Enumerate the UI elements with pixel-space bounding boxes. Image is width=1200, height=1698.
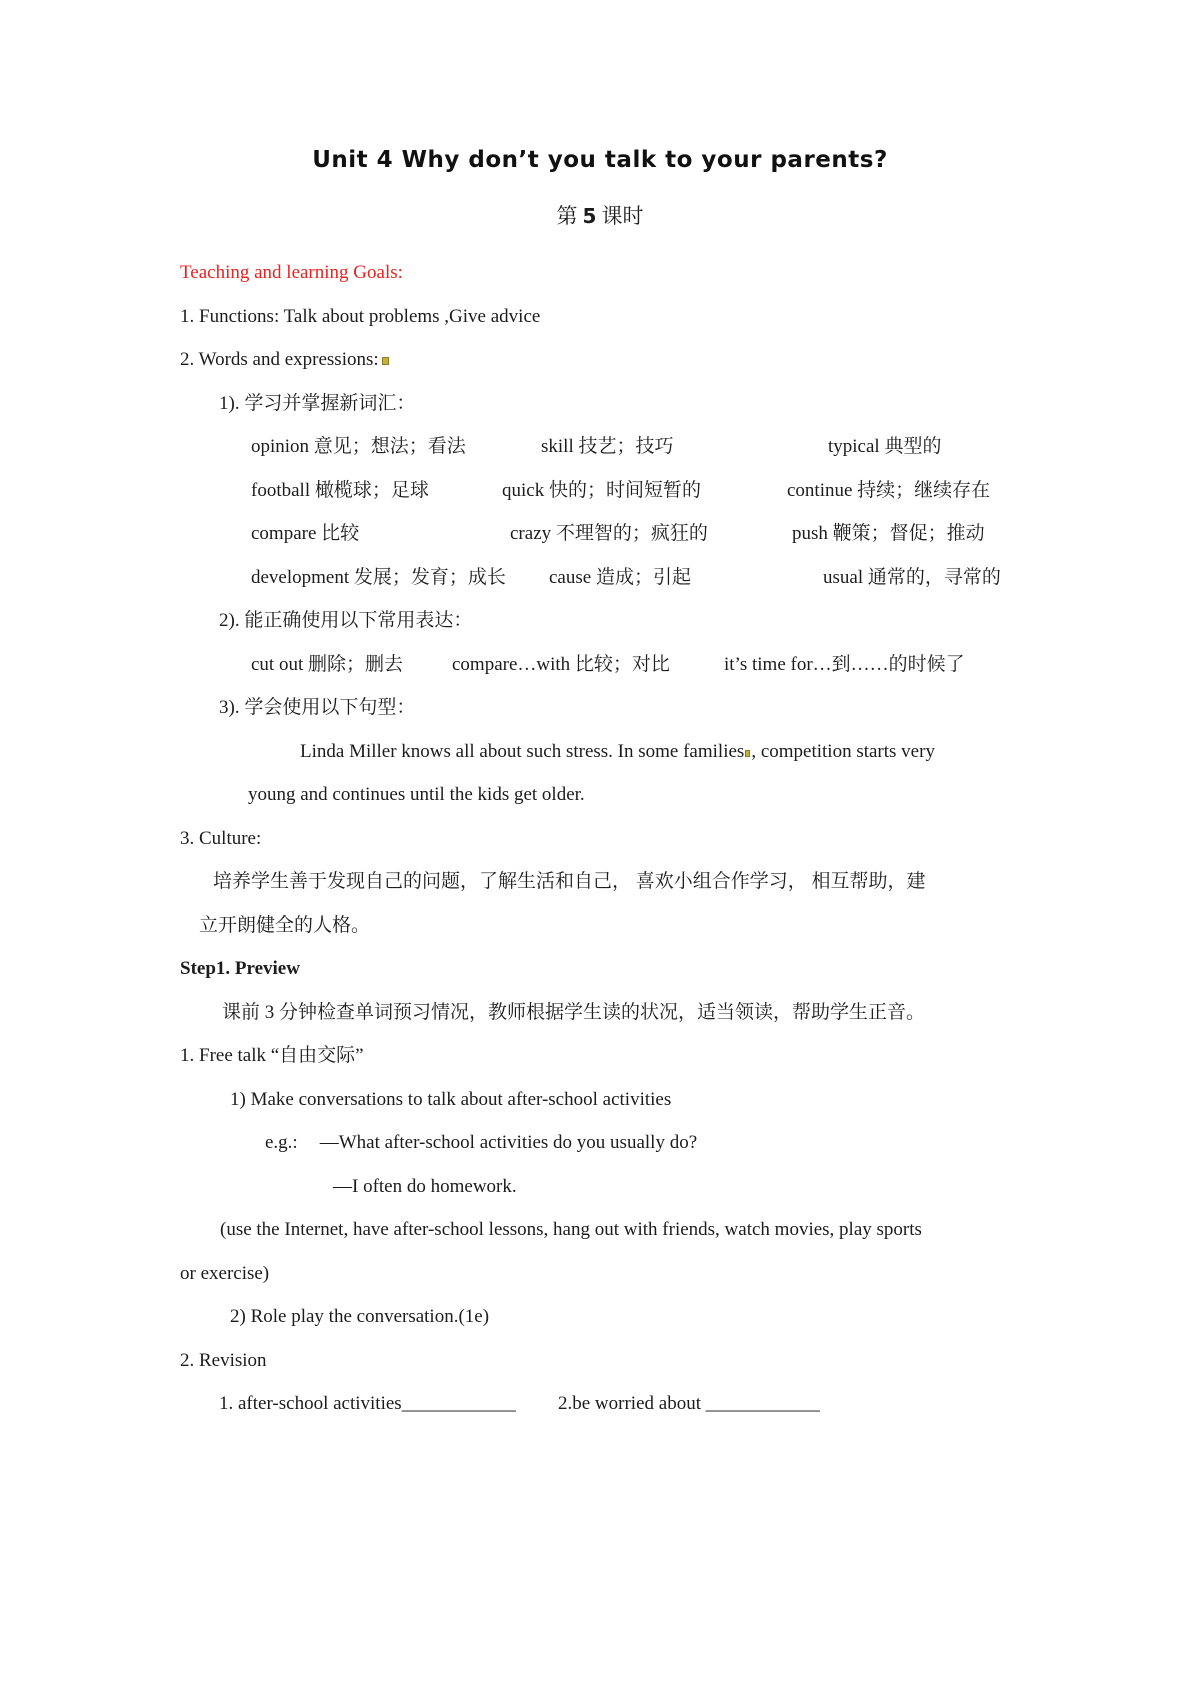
vocab-cell: opinion 意见；想法；看法 [251,436,466,457]
revision-heading: 2. Revision [180,1350,267,1371]
lesson-period [0,201,1200,231]
vocab-cell: quick 快的；时间短暂的 [502,480,701,501]
eg-label: e.g.: [265,1132,298,1153]
expression-cell: it’s time for…到……的时候了 [724,654,965,675]
vocab-cell: typical 典型的 [828,436,942,457]
vocab-cell: compare 比较 [251,523,360,544]
functions-line: 1. Functions: Talk about problems ,Give advice [180,306,541,327]
expression-cell: compare…with 比较；对比 [452,654,670,675]
use-hint-line1: (use the Internet, have after-school lessons, hang out with friends, watch movies, play sports [220,1219,922,1240]
expressions-heading: 2). 能正确使用以下常用表达： [219,610,473,631]
vocab-row [0,476,1200,506]
revision-item-blank: 1. after-school activities____________ [219,1393,516,1414]
pattern-sentence-a: Linda Miller knows all about such stress. In some families [300,741,745,762]
example-question-line [265,1128,697,1158]
words-expressions-line [180,345,389,375]
role-play-line: 2) Role play the conversation.(1e) [230,1306,490,1327]
vocab-cell: continue 持续；继续存在 [787,480,991,501]
period-suffix: 课时 [601,204,644,228]
vocab-row [0,519,1200,549]
culture-heading: 3. Culture: [180,828,262,849]
step1-heading: Step1. Preview [180,958,300,979]
pattern-sentence-line1 [300,737,935,767]
vocab-cell: usual 通常的，寻常的 [823,567,1001,588]
revision-mark-icon [745,750,750,757]
document-title: Unit 4 Why don’t you talk to your parents? [312,147,888,173]
preview-note: 课前 3 分钟检查单词预习情况，教师根据学生读的状况，适当领读，帮助学生正音。 [222,1002,926,1023]
goals-heading: Teaching and learning Goals: [180,262,403,283]
period-number: 5 [582,204,597,228]
expressions-row [0,650,1200,680]
vocab-heading: 1). 学习并掌握新词汇： [219,393,416,414]
make-conversations-line: 1) Make conversations to talk about after-school activities [230,1089,672,1110]
example-answer-line: —I often do homework. [333,1176,517,1197]
words-expressions-text: 2. Words and expressions: [180,349,379,370]
vocab-cell: crazy 不理智的；疯狂的 [510,523,708,544]
pattern-sentence-line2: young and continues until the kids get older. [248,784,585,805]
vocab-cell: cause 造成；引起 [549,567,691,588]
culture-line1: 培养学生善于发现自己的问题，了解生活和自己， 喜欢小组合作学习， 相互帮助，建 [213,871,926,892]
vocab-cell: push 鞭策；督促；推动 [792,523,985,544]
culture-line2: 立开朗健全的人格。 [199,915,371,936]
vocab-cell: development 发展；发育；成长 [251,567,506,588]
eg-question: —What after-school activities do you usually do? [319,1132,698,1153]
revision-item-blank: 2.be worried about ____________ [558,1393,820,1414]
use-hint-line2: or exercise) [180,1263,270,1284]
vocab-cell: skill 技艺；技巧 [541,436,674,457]
revision-items-line [0,1389,1200,1419]
pattern-sentence-b: , competition starts very [751,741,935,762]
vocab-row [0,432,1200,462]
revision-mark-icon [382,357,389,365]
vocab-row [0,563,1200,593]
patterns-heading: 3). 学会使用以下句型： [219,697,416,718]
expression-cell: cut out 删除；删去 [251,654,403,675]
vocab-cell: football 橄榄球；足球 [251,480,429,501]
free-talk-line: 1. Free talk “自由交际” [180,1045,364,1066]
period-prefix: 第 [556,204,578,228]
